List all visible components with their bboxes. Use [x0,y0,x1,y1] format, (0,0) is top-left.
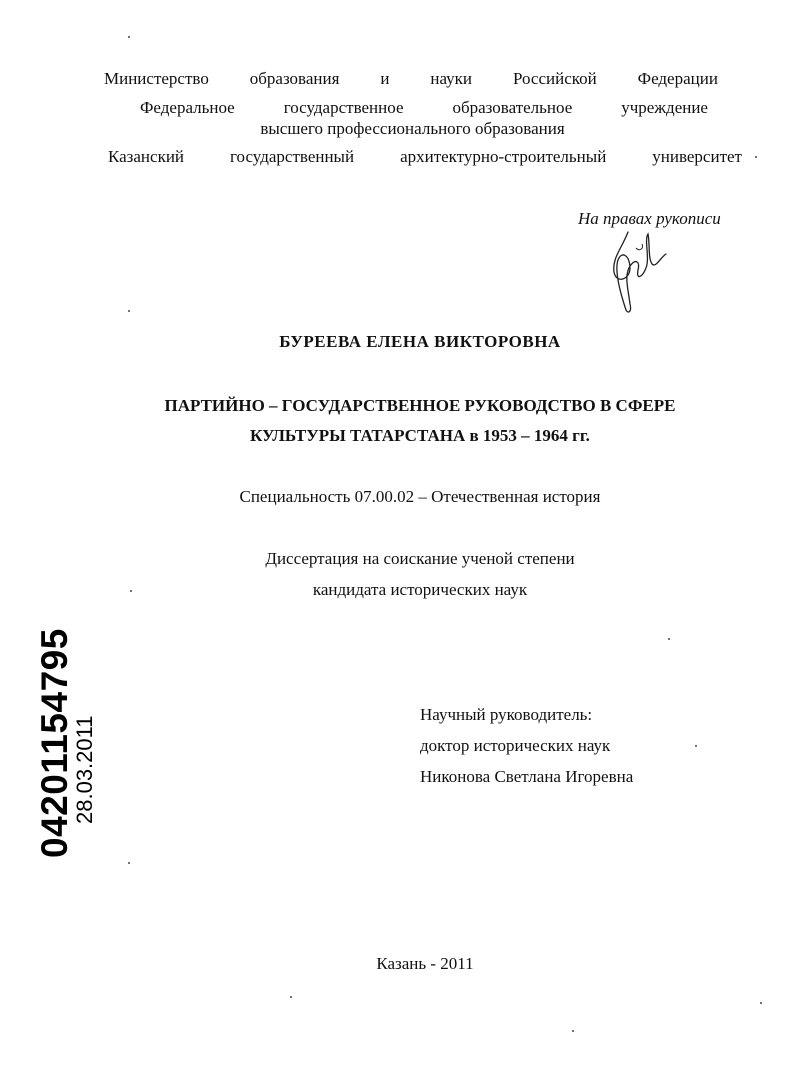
city-year: Казань - 2011 [376,954,474,973]
scan-speck [755,156,757,158]
header-word: образования [249,69,340,88]
stamp-date: 28.03.2011 [72,715,97,824]
header-line-institution-type [140,98,708,118]
dissertation-purpose-line2: кандидата исторических наук [312,580,528,599]
stamp-number: 04201154795 [34,628,75,858]
supervisor-name: Никонова Светлана Игоревна [420,767,634,786]
scan-speck [130,590,132,592]
dissertation-purpose-line1: Диссертация на соискание ученой степени [265,549,575,568]
specialty: Специальность 07.00.02 – Отечественная история [239,487,601,506]
supervisor-label: Научный руководитель: [420,705,593,724]
header-word: Федеральное [140,98,235,117]
header-word: Министерство [104,69,209,88]
header-word: архитектурно-строительный [400,147,607,166]
header-word: Казанский [108,147,185,166]
scan-speck [128,862,130,864]
scan-speck [290,996,292,998]
dissertation-title-line1: ПАРТИЙНО – ГОСУДАРСТВЕННОЕ РУКОВОДСТВО В СФЕРЕ [164,396,676,415]
author-name: БУРЕЕВА ЕЛЕНА ВИКТОРОВНА [279,332,561,351]
dissertation-title-line2: КУЛЬТУРЫ ТАТАРСТАНА в 1953 – 1964 гг. [250,426,590,445]
header-line-education-level: высшего профессионального образования [260,119,565,138]
rights-note: На правах рукописи [578,209,721,228]
scan-speck [128,36,130,38]
header-word: Российской [512,69,597,88]
header-line-ministry [104,69,718,89]
header-line-university [108,147,742,167]
header-word: государственный [230,147,355,166]
header-word: и [380,69,390,88]
header-word: образовательное [452,98,573,117]
scan-speck [668,638,670,640]
header-word: университет [652,147,742,166]
supervisor-degree: доктор исторических наук [420,736,611,755]
header-word: науки [430,69,473,88]
header-word: учреждение [621,98,708,117]
header-word: государственное [283,98,404,117]
scan-speck [572,1030,574,1032]
signature [600,228,670,314]
scan-speck [695,745,697,747]
scan-speck [128,310,130,312]
header-word: Федерации [637,69,718,88]
scan-speck [760,1002,762,1004]
